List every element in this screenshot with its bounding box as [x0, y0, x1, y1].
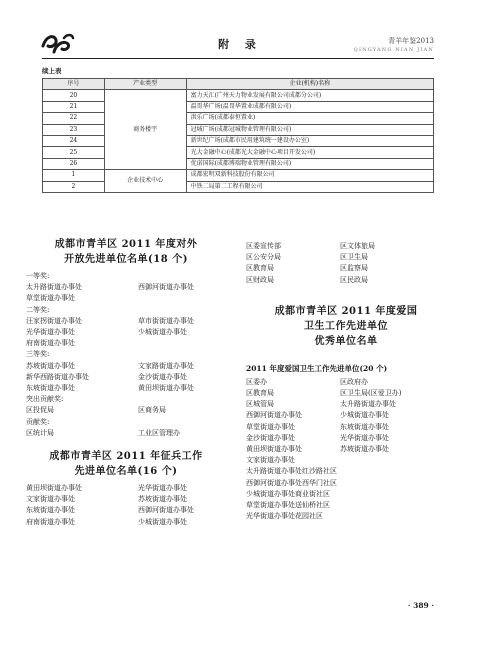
header-right-text: 青羊年鉴2013	[388, 37, 434, 45]
unit-name: 西御河街道办事处	[138, 283, 194, 292]
row-name: 成都宏明双新科技股份有限公司	[186, 170, 433, 181]
section-title-health-line3: 优秀单位名单	[314, 335, 378, 347]
list-item	[26, 372, 226, 383]
unit-name: 区卫生局	[340, 253, 368, 262]
unit-name: 黄田坝街道办事处	[246, 445, 302, 454]
header-no: 序号	[43, 79, 105, 90]
row-no: 24	[43, 135, 105, 146]
unit-name: 区民政局	[340, 275, 368, 284]
list-item	[26, 494, 226, 505]
unit-name: 区城管局	[246, 400, 274, 409]
unit-name: 光华街道办事处	[340, 433, 389, 442]
unit-name: 苏坡街道办事处	[138, 495, 187, 504]
row-no: 22	[43, 113, 105, 124]
unit-name: 区财政局	[246, 275, 274, 284]
page-number: · 389 ·	[407, 601, 434, 610]
list-item	[246, 263, 446, 274]
left-column	[26, 237, 226, 528]
table-row	[43, 181, 434, 192]
list-item	[26, 428, 226, 439]
table-row	[43, 90, 434, 101]
list-item	[246, 377, 446, 388]
unit-name: 新华西路街道办事处	[26, 372, 89, 381]
list-item	[26, 282, 226, 293]
unit-name: 少城街道办事处	[138, 517, 187, 526]
list-item	[246, 241, 446, 252]
row-name: 光大金融中心(成都光大金融中心项目开发公司)	[186, 147, 433, 158]
section-title-health-line2: 卫生工作先进单位	[304, 320, 388, 332]
list-item	[26, 483, 226, 494]
section-title-opening: 成都市青羊区 2011 年度对外	[54, 239, 198, 250]
unit-name: 光华街道办事处	[138, 484, 187, 493]
list-item	[246, 444, 446, 455]
list-item	[26, 517, 226, 528]
list-item: 太升路街道办事处红沙路社区	[246, 467, 337, 476]
list-item	[26, 338, 226, 349]
unit-name: 光华街道办事处	[26, 328, 75, 337]
unit-name: 区统计局	[26, 428, 54, 437]
table-row	[43, 147, 434, 158]
list-item	[26, 405, 226, 416]
list-item: 西御河街道办事处西华门社区	[246, 478, 337, 487]
unit-name: 黄田坝街道办事处	[26, 484, 82, 493]
unit-name: 区教育局	[246, 264, 274, 273]
header-name: 企业(机构)名称	[186, 79, 433, 90]
row-no: 21	[43, 101, 105, 112]
unit-name: 文家路街道办事处	[138, 361, 194, 370]
unit-name: 区教育局	[246, 389, 274, 398]
unit-name: 区政府办	[340, 377, 368, 386]
unit-name: 东坡街道办事处	[340, 422, 389, 431]
unit-name: 苏坡街道办事处	[340, 445, 389, 454]
unit-name: 太升路街道办事处	[340, 400, 396, 409]
table-row	[43, 101, 434, 112]
header-title: 附 录	[218, 38, 262, 51]
right-column	[246, 241, 446, 522]
award-label: 突出贡献奖:	[26, 395, 64, 404]
unit-name: 汪家拐街道办事处	[26, 316, 82, 325]
row-no: 26	[43, 158, 105, 169]
header-sub-text: QINGYANG NIAN JIAN	[353, 47, 434, 53]
table-header-row	[43, 79, 434, 90]
unit-name: 区文体旅局	[340, 242, 375, 250]
list-item	[26, 361, 226, 372]
table-row	[43, 170, 434, 181]
unit-name: 府南街道办事处	[26, 339, 75, 348]
table-row	[43, 158, 434, 169]
section-subheading: 2011 年度爱国卫生工作先进单位(20 个)	[246, 363, 388, 373]
row-type: 商务楼宇	[104, 90, 186, 170]
unit-name: 文家街道办事处	[26, 495, 75, 504]
list-item	[26, 293, 226, 304]
row-no: 2	[43, 181, 105, 192]
unit-name: 太升路街道办事处	[26, 283, 82, 292]
section-title-health: 成都市青羊区 2011 年度爱国	[274, 305, 418, 317]
section-title-conscription: 成都市青羊区 2011 年征兵工作	[49, 451, 203, 463]
row-name: 中铁二局第二工程有限公司	[186, 181, 433, 192]
row-name: 洪乐广场(成都泰恒置业)	[186, 113, 433, 124]
list-item	[246, 275, 446, 286]
list-item	[26, 316, 226, 327]
row-name: 优诺国际(成都博瑞物业管理有限公司)	[186, 158, 433, 169]
row-no: 25	[43, 147, 105, 158]
unit-name: 区公安分局	[246, 253, 281, 262]
header-type: 产业类型	[104, 79, 186, 90]
table-row	[43, 124, 434, 135]
unit-name: 东坡街道办事处	[26, 384, 75, 393]
unit-name: 区委办	[246, 377, 267, 386]
list-item	[246, 399, 446, 410]
row-name: 富力天汇(广州天力物业发展有限公司成都分公司)	[186, 90, 433, 101]
unit-name: 区投促局	[26, 406, 54, 415]
unit-name: 金沙街道办事处	[246, 433, 295, 442]
list-item	[246, 252, 446, 263]
continued-label: 续上表	[42, 67, 62, 75]
list-item	[246, 422, 446, 433]
award-label: 贡献奖:	[26, 417, 50, 426]
list-item	[246, 433, 446, 444]
unit-name: 苏坡街道办事处	[26, 361, 75, 370]
row-type: 企业技术中心	[104, 170, 186, 193]
award-label: 二等奖:	[26, 305, 50, 314]
header-divider	[42, 58, 434, 59]
unit-name: 黄田坝街道办事处	[138, 384, 194, 393]
unit-name: 府南街道办事处	[26, 517, 75, 526]
unit-name: 少城街道办事处	[138, 328, 187, 337]
list-item	[26, 383, 226, 394]
row-name: 新世纪广场(成都市民用建筑统一建设办公室)	[186, 135, 433, 146]
section-title-opening-line2: 开放先进单位名单(18 个)	[64, 254, 188, 265]
unit-name: 东坡街道办事处	[26, 506, 75, 515]
unit-name: 西御河街道办事处	[138, 506, 194, 515]
table-row	[43, 113, 434, 124]
row-no: 20	[43, 90, 105, 101]
unit-name: 草堂街道办事处	[246, 422, 295, 431]
unit-name: 区商务局	[138, 406, 166, 415]
list-item: 光华街道办事处花园社区	[246, 512, 323, 521]
list-item: 少城街道办事处商业街社区	[246, 489, 330, 498]
list-item	[246, 388, 446, 399]
list-item: 草堂街道办事处送仙桥社区	[246, 501, 330, 510]
table-row	[43, 135, 434, 146]
list-item	[26, 327, 226, 338]
unit-name: 区监察局	[340, 264, 368, 273]
row-no: 1	[43, 170, 105, 181]
unit-name: 金沙街道办事处	[138, 372, 187, 381]
unit-name: 区卫生局(区爱卫办)	[340, 389, 402, 398]
unit-name: 草市街街道办事处	[138, 316, 194, 325]
award-label: 一等奖:	[26, 272, 50, 280]
row-no: 23	[43, 124, 105, 135]
list-item	[26, 505, 226, 516]
unit-name: 区委宣传部	[246, 242, 281, 250]
section-title-conscription-line2: 先进单位名单(16 个)	[74, 466, 178, 478]
award-label: 三等奖:	[26, 350, 50, 359]
unit-name: 西御河街道办事处	[246, 411, 302, 420]
list-item: 文家街道办事处	[246, 456, 295, 465]
list-item	[246, 410, 446, 421]
row-name: 温哥华广场(温哥华置业成都有限公司)	[186, 101, 433, 112]
annex-table	[42, 78, 434, 193]
row-name: 冠城广场(成都冠城物业管理有限公司)	[186, 124, 433, 135]
unit-name: 少城街道办事处	[340, 411, 389, 420]
unit-name: 工业区管理办	[138, 428, 180, 437]
unit-name: 草堂街道办事处	[26, 294, 75, 303]
